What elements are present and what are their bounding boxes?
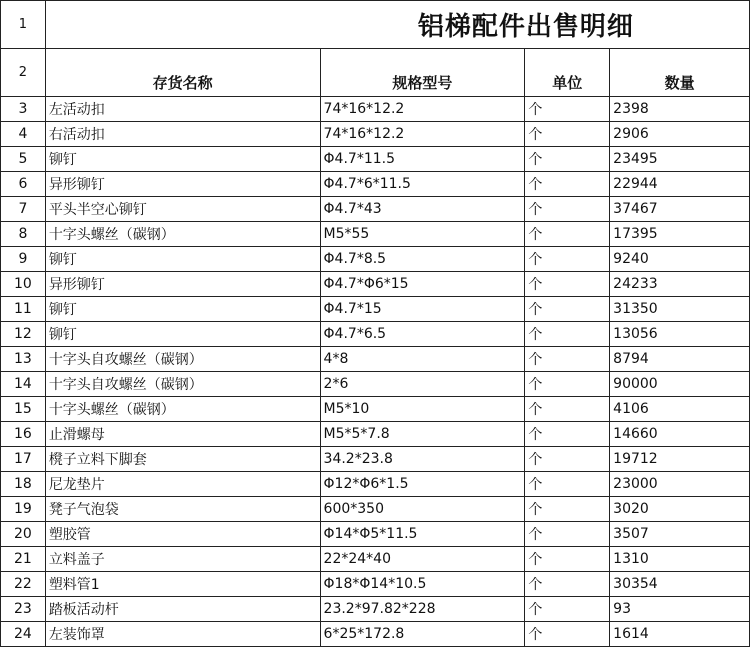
spec-cell[interactable]: Φ12*Φ6*1.5 <box>320 472 525 497</box>
header-unit[interactable]: 单位 <box>525 49 610 97</box>
row-number[interactable]: 4 <box>1 122 46 147</box>
row-number[interactable]: 17 <box>1 447 46 472</box>
header-quantity[interactable]: 数量 <box>610 49 750 97</box>
quantity-cell[interactable]: 9240 <box>610 247 750 272</box>
row-number[interactable]: 1 <box>1 1 46 49</box>
spec-cell[interactable]: M5*10 <box>320 397 525 422</box>
item-name-cell[interactable]: 十字头自攻螺丝（碳钢） <box>45 372 320 397</box>
row-number[interactable]: 20 <box>1 522 46 547</box>
table-row <box>1 247 750 272</box>
table-row <box>1 222 750 247</box>
table-row <box>1 397 750 422</box>
row-number[interactable]: 13 <box>1 347 46 372</box>
item-name-cell[interactable]: 左活动扣 <box>45 97 320 122</box>
quantity-cell[interactable]: 13056 <box>610 322 750 347</box>
item-name-cell[interactable]: 塑料管1 <box>45 572 320 597</box>
quantity-cell[interactable]: 1310 <box>610 547 750 572</box>
spec-cell[interactable]: Φ4.7*8.5 <box>320 247 525 272</box>
unit-cell[interactable]: 个 <box>525 522 610 547</box>
spec-cell[interactable]: M5*5*7.8 <box>320 422 525 447</box>
table-row <box>1 472 750 497</box>
spec-cell[interactable]: Φ4.7*43 <box>320 197 525 222</box>
quantity-cell[interactable]: 4106 <box>610 397 750 422</box>
item-name-cell[interactable]: 异形铆钉 <box>45 272 320 297</box>
unit-cell[interactable]: 个 <box>525 422 610 447</box>
spec-cell[interactable]: 2*6 <box>320 372 525 397</box>
quantity-cell[interactable]: 31350 <box>610 297 750 322</box>
spec-cell[interactable]: 600*350 <box>320 497 525 522</box>
unit-cell[interactable]: 个 <box>525 122 610 147</box>
item-name-cell[interactable]: 左装饰罩 <box>45 622 320 647</box>
spec-cell[interactable]: 74*16*12.2 <box>320 122 525 147</box>
row-number[interactable]: 10 <box>1 272 46 297</box>
quantity-cell[interactable]: 2398 <box>610 97 750 122</box>
item-name-cell[interactable]: 铆钉 <box>45 322 320 347</box>
unit-cell[interactable]: 个 <box>525 622 610 647</box>
header-row <box>1 49 750 97</box>
unit-cell[interactable]: 个 <box>525 347 610 372</box>
row-number[interactable]: 24 <box>1 622 46 647</box>
item-name-cell[interactable]: 十字头自攻螺丝（碳钢） <box>45 347 320 372</box>
item-name-cell[interactable]: 铆钉 <box>45 247 320 272</box>
quantity-cell[interactable]: 8794 <box>610 347 750 372</box>
item-name-cell[interactable]: 塑胶管 <box>45 522 320 547</box>
quantity-cell[interactable]: 24233 <box>610 272 750 297</box>
row-number[interactable]: 18 <box>1 472 46 497</box>
unit-cell[interactable]: 个 <box>525 397 610 422</box>
sheet-title[interactable]: 铝梯配件出售明细 <box>45 1 749 49</box>
table-row <box>1 572 750 597</box>
unit-cell[interactable]: 个 <box>525 147 610 172</box>
unit-cell[interactable]: 个 <box>525 222 610 247</box>
row-number[interactable]: 16 <box>1 422 46 447</box>
item-name-cell[interactable]: 踏板活动杆 <box>45 597 320 622</box>
item-name-cell[interactable]: 铆钉 <box>45 147 320 172</box>
quantity-cell[interactable]: 2906 <box>610 122 750 147</box>
quantity-cell[interactable]: 37467 <box>610 197 750 222</box>
row-number[interactable]: 8 <box>1 222 46 247</box>
row-number[interactable]: 3 <box>1 97 46 122</box>
unit-cell[interactable]: 个 <box>525 322 610 347</box>
row-number[interactable]: 15 <box>1 397 46 422</box>
table-row <box>1 122 750 147</box>
item-name-cell[interactable]: 凳子气泡袋 <box>45 497 320 522</box>
table-row <box>1 147 750 172</box>
item-name-cell[interactable]: 十字头螺丝（碳钢） <box>45 222 320 247</box>
spec-cell[interactable]: Φ4.7*6*11.5 <box>320 172 525 197</box>
unit-cell[interactable]: 个 <box>525 372 610 397</box>
spec-cell[interactable]: Φ4.7*6.5 <box>320 322 525 347</box>
table-row <box>1 522 750 547</box>
spec-cell[interactable]: 74*16*12.2 <box>320 97 525 122</box>
unit-cell[interactable]: 个 <box>525 197 610 222</box>
table-row <box>1 622 750 647</box>
spec-cell[interactable]: Φ18*Φ14*10.5 <box>320 572 525 597</box>
unit-cell[interactable]: 个 <box>525 297 610 322</box>
table-row <box>1 547 750 572</box>
table-row <box>1 597 750 622</box>
unit-cell[interactable]: 个 <box>525 597 610 622</box>
item-name-cell[interactable]: 异形铆钉 <box>45 172 320 197</box>
spec-cell[interactable]: M5*55 <box>320 222 525 247</box>
row-number[interactable]: 5 <box>1 147 46 172</box>
quantity-cell[interactable]: 30354 <box>610 572 750 597</box>
header-spec[interactable]: 规格型号 <box>320 49 525 97</box>
quantity-cell[interactable]: 3020 <box>610 497 750 522</box>
spec-cell[interactable]: 4*8 <box>320 347 525 372</box>
row-number[interactable]: 21 <box>1 547 46 572</box>
row-number[interactable]: 2 <box>1 49 46 97</box>
unit-cell[interactable]: 个 <box>525 272 610 297</box>
row-number[interactable]: 9 <box>1 247 46 272</box>
table-row <box>1 372 750 397</box>
quantity-cell[interactable]: 17395 <box>610 222 750 247</box>
unit-cell[interactable]: 个 <box>525 447 610 472</box>
spec-cell[interactable]: 6*25*172.8 <box>320 622 525 647</box>
spec-cell[interactable]: Φ4.7*15 <box>320 297 525 322</box>
quantity-cell[interactable]: 19712 <box>610 447 750 472</box>
item-name-cell[interactable]: 尼龙垫片 <box>45 472 320 497</box>
table-row <box>1 272 750 297</box>
quantity-cell[interactable]: 1614 <box>610 622 750 647</box>
spec-cell[interactable]: 34.2*23.8 <box>320 447 525 472</box>
row-number[interactable]: 11 <box>1 297 46 322</box>
item-name-cell[interactable]: 櫈子立料下脚套 <box>45 447 320 472</box>
spec-cell[interactable]: 22*24*40 <box>320 547 525 572</box>
table-row <box>1 172 750 197</box>
item-name-cell[interactable]: 止滑螺母 <box>45 422 320 447</box>
item-name-cell[interactable]: 立料盖子 <box>45 547 320 572</box>
quantity-cell[interactable]: 14660 <box>610 422 750 447</box>
spec-cell[interactable]: Φ14*Φ5*11.5 <box>320 522 525 547</box>
title-row <box>1 1 750 49</box>
unit-cell[interactable]: 个 <box>525 172 610 197</box>
quantity-cell[interactable]: 93 <box>610 597 750 622</box>
header-item-name[interactable]: 存货名称 <box>45 49 320 97</box>
row-number[interactable]: 14 <box>1 372 46 397</box>
unit-cell[interactable]: 个 <box>525 97 610 122</box>
item-name-cell[interactable]: 右活动扣 <box>45 122 320 147</box>
spec-cell[interactable]: 23.2*97.82*228 <box>320 597 525 622</box>
quantity-cell[interactable]: 90000 <box>610 372 750 397</box>
quantity-cell[interactable]: 22944 <box>610 172 750 197</box>
table-row <box>1 447 750 472</box>
table-row <box>1 347 750 372</box>
row-number[interactable]: 6 <box>1 172 46 197</box>
table-row <box>1 297 750 322</box>
spec-cell[interactable]: Φ4.7*Φ6*15 <box>320 272 525 297</box>
table-row <box>1 422 750 447</box>
table-row <box>1 97 750 122</box>
table-row <box>1 322 750 347</box>
row-number[interactable]: 23 <box>1 597 46 622</box>
unit-cell[interactable]: 个 <box>525 497 610 522</box>
item-name-cell[interactable]: 十字头螺丝（碳钢） <box>45 397 320 422</box>
spec-cell[interactable]: Φ4.7*11.5 <box>320 147 525 172</box>
quantity-cell[interactable]: 23000 <box>610 472 750 497</box>
unit-cell[interactable]: 个 <box>525 572 610 597</box>
row-number[interactable]: 22 <box>1 572 46 597</box>
row-number[interactable]: 7 <box>1 197 46 222</box>
row-number[interactable]: 19 <box>1 497 46 522</box>
unit-cell[interactable]: 个 <box>525 472 610 497</box>
item-name-cell[interactable]: 平头半空心铆钉 <box>45 197 320 222</box>
row-number[interactable]: 12 <box>1 322 46 347</box>
quantity-cell[interactable]: 3507 <box>610 522 750 547</box>
table-row <box>1 197 750 222</box>
item-name-cell[interactable]: 铆钉 <box>45 297 320 322</box>
table-row <box>1 497 750 522</box>
quantity-cell[interactable]: 23495 <box>610 147 750 172</box>
unit-cell[interactable]: 个 <box>525 547 610 572</box>
unit-cell[interactable]: 个 <box>525 247 610 272</box>
